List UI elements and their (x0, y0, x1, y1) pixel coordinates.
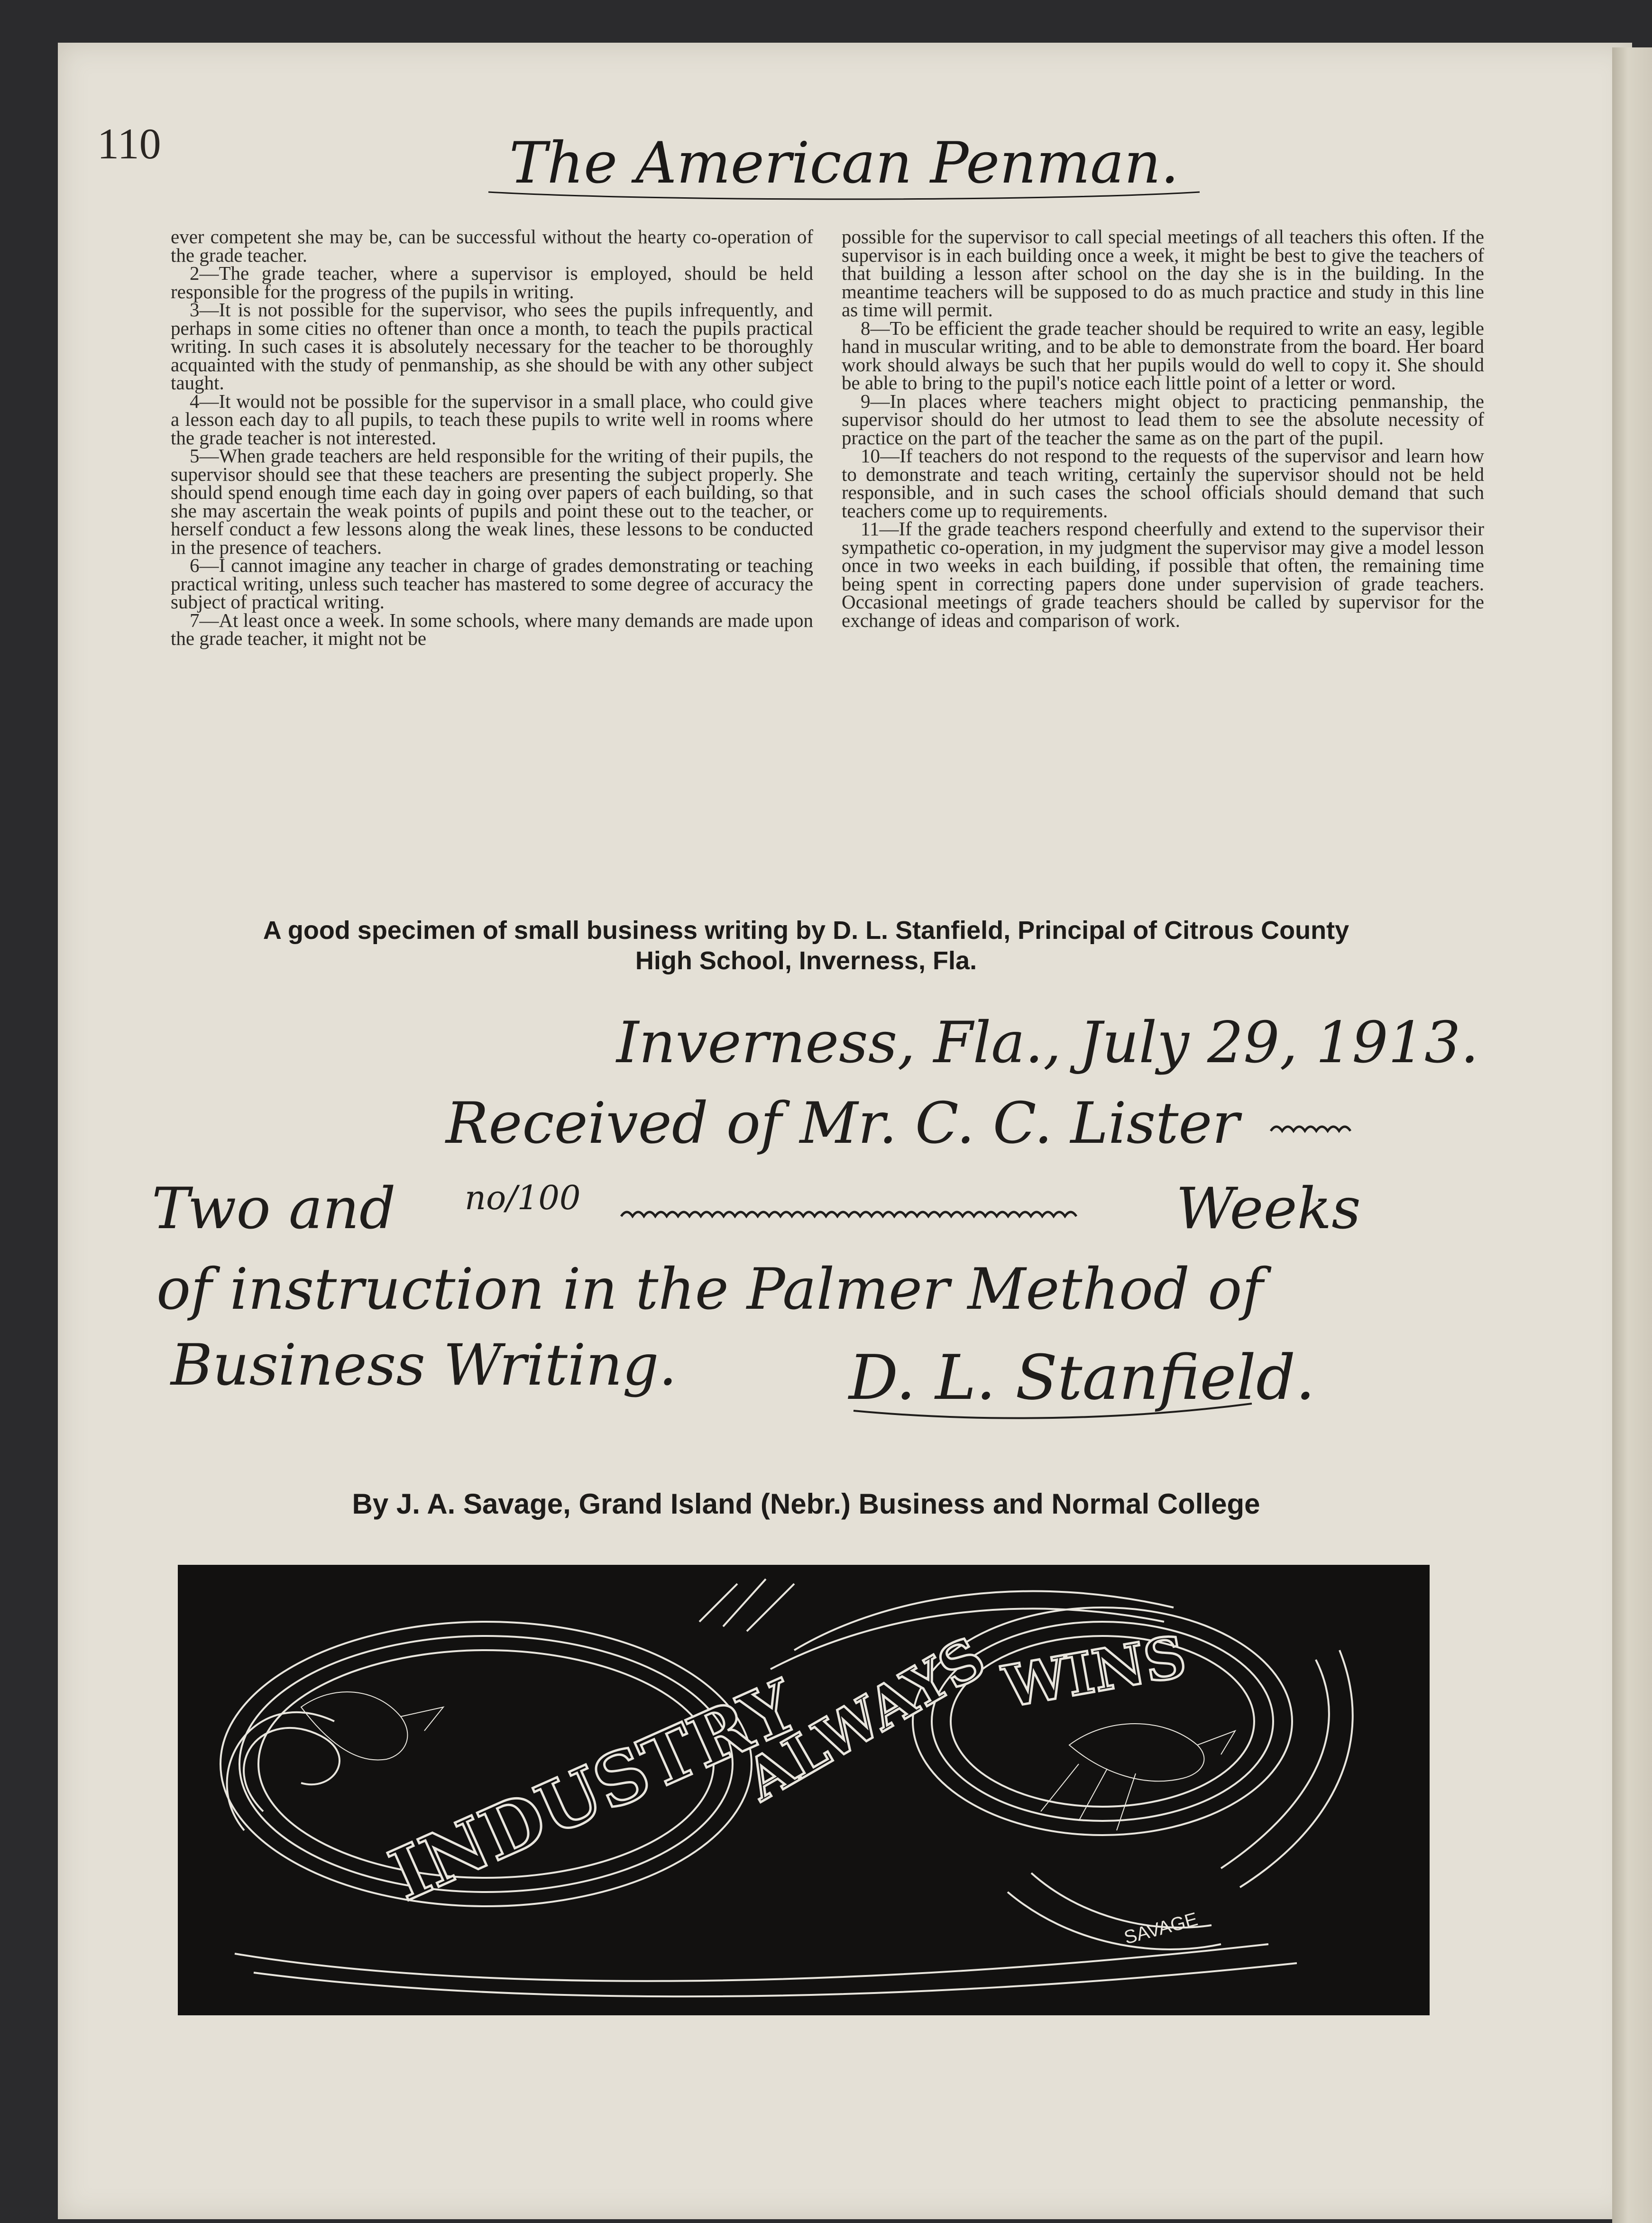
handwriting-line-business-writing: Business Writing. (171, 1332, 677, 1398)
artwork-caption: By J. A. Savage, Grand Island (Nebr.) Business and Normal College (352, 1488, 1260, 1520)
handwriting-line-weeks: Weeks (1176, 1176, 1361, 1242)
handwriting-line-two-and: Two and (152, 1176, 396, 1242)
motto-word-always: ALWAYS (734, 1624, 996, 1814)
handwriting-line-instruction: of instruction in the Palmer Method of (156, 1257, 1263, 1323)
article-paragraph: 9—In places where teachers might object to practicing penmanship, the supervisor should do her utmost to lead them to see the absolute necessity of practice on the part of the teacher the same as on the part of the pupil. (842, 390, 1484, 449)
article-paragraph: 5—When grade teachers are held responsible for the writing of their pupils, the supervisor should see that these teachers are presenting the subject properly. She should spend enough time each day in going over papers of each building, so that she may ascertain the weak points of pupils and point these out to the teacher, or herself conduct a few lessons along the weak lines, these lessons to be conducted in the presence of teachers. (171, 445, 813, 558)
article-paragraph: 7—At least once a week. In some schools, where many demands are made upon the grade teacher, it might not be (171, 609, 814, 649)
article-paragraph: 8—To be efficient the grade teacher should be required to write an easy, legible hand in muscular writing, and to be able to demonstrate from the board. Her board work should always be such that her pupils would do well to copy it. She should be able to bring to the pupil's notice each little point of a letter or word. (842, 317, 1484, 394)
flourish-drawing (178, 1565, 1430, 2015)
article-left-column (171, 228, 813, 648)
masthead-text: The American Penman. (509, 130, 1179, 196)
article-right-column (842, 228, 1484, 629)
handwriting-signature (839, 1328, 1315, 1432)
page-number: 110 (97, 119, 161, 168)
motto-word-wins: WINS (998, 1623, 1191, 1721)
handwriting-fraction: no/100 (465, 1178, 581, 1217)
article-paragraph: 2—The grade teacher, where a supervisor is employed, should be held responsible for the progress of the pupils in writing. (171, 262, 813, 303)
article-paragraph: ever competent she may be, can be successful without the hearty co-operation of the grade teacher. (171, 226, 813, 266)
article-paragraph: 11—If the grade teachers respond cheerfully and extend to the supervisor their sympathetic co-operation, in my judgment the supervisor may give a model lesson once in two weeks in each building, if possible that often, the remaining time being spent in correcting papers done under supervision of grade teachers. Occasional meetings of grade teachers should be called by supervisor for the exchange of ideas and comparison of work. (842, 518, 1484, 631)
motto-word-industry: INDUSTRY (378, 1664, 809, 1917)
artist-signature: SAVAGE (1121, 1909, 1200, 1948)
specimen-caption (237, 915, 1375, 976)
handwriting-line-received: Received of Mr. C. C. Lister (446, 1091, 1239, 1157)
handwriting-line-date: Inverness, Fla., July 29, 1913. (616, 1010, 1479, 1076)
specimen-caption-line1: A good specimen of small business writing by D. L. Stanfield, Principal of Citrous County (263, 916, 1349, 945)
signature-text: D. L. Stanfield. (849, 1341, 1315, 1414)
industry-always-wins-artwork (178, 1565, 1430, 2015)
article-paragraph: 4—It would not be possible for the supervisor in a small place, who could give a lesson each day to all pupils, to teach these pupils to write well in rooms where the grade teacher is not interested. (171, 390, 813, 449)
adjacent-page-edge (1612, 47, 1652, 2223)
article-paragraph: 3—It is not possible for the supervisor, who sees the pupils infrequently, and perhaps in some cities no oftener than once a month, to teach the pupils practical writing. In such cases it is absolutely necessary for the teacher to be thoroughly acquainted with the study of penmanship, as she should be with any other subject taught. (171, 299, 813, 394)
article-paragraph: 6—I cannot imagine any teacher in charge of grades demonstrating or teaching practical writing, unless such teacher has mastered to some degree of accuracy the subject of practical writing. (171, 554, 813, 613)
article-paragraph: 10—If teachers do not respond to the requests of the supervisor and learn how to demonstrate and teach writing, certainly the supervisor should not be held responsible, and in such cases the school officials should demand that such teachers come up to requirements. (842, 445, 1484, 522)
specimen-caption-line2: High School, Inverness, Fla. (635, 946, 977, 975)
masthead-title (469, 121, 1219, 206)
article-paragraph: possible for the supervisor to call special meetings of all teachers this often. If the supervisor is in each building once a week, it might be best to give the teachers of that building a lesson after school on the day she is in the building. In the meantime teachers will be supposed to do as much practice and study in this line as time will permit. (842, 226, 1484, 321)
